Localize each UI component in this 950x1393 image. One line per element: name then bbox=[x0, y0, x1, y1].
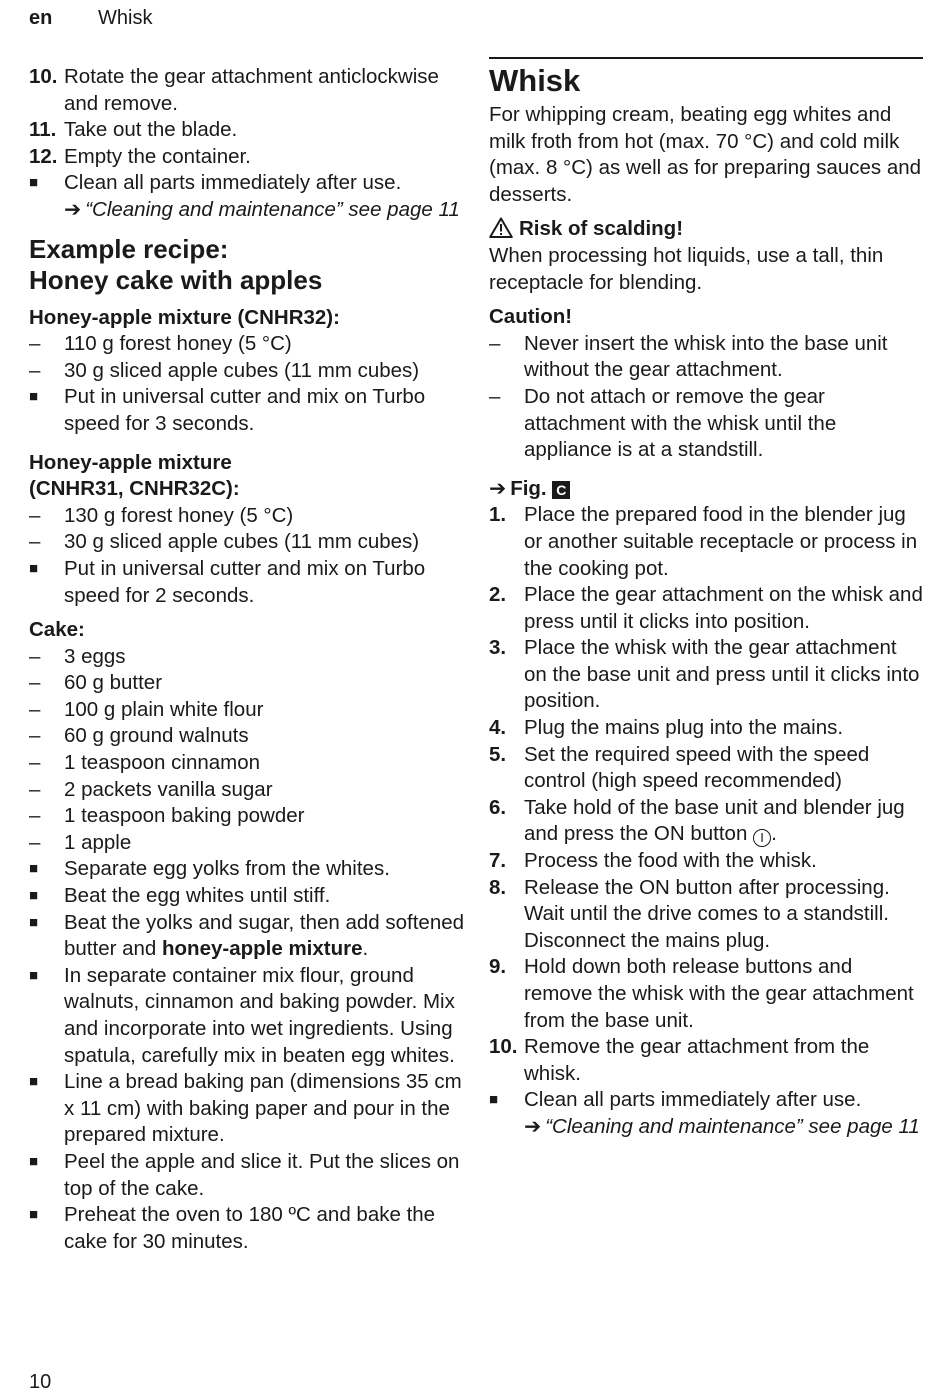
step-item: 6. Take hold of the base unit and blender jug and press the ON button I . bbox=[489, 795, 905, 846]
square-bullet-icon: ■ bbox=[29, 1152, 39, 1170]
step-item: 8. Release the ON button after processing. Wait until the drive comes to a standstill. Disconnect the mains plug. bbox=[489, 875, 890, 952]
ingredient-item: – 130 g forest honey (5 °C) bbox=[29, 503, 294, 527]
warning-triangle-icon bbox=[489, 217, 513, 238]
cross-reference[interactable]: ➔ “Cleaning and maintenance” see page 11 bbox=[524, 1115, 920, 1138]
caution-item: – Never insert the whisk into the base unit without the gear attachment. bbox=[489, 331, 888, 382]
intro-text: For whipping cream, beating egg whites and milk froth from hot (max. 70 °C) and cold milk (max. 8 °C) as well as for preparing sauces and desserts. bbox=[489, 103, 922, 206]
page-number: 10 bbox=[29, 1371, 52, 1393]
ingredient-item: – 2 packets vanilla sugar bbox=[29, 777, 273, 801]
cross-reference[interactable]: ➔ “Cleaning and maintenance” see page 11 bbox=[64, 198, 460, 221]
bullet-item: ■ Put in universal cutter and mix on Turbo speed for 2 seconds. bbox=[29, 556, 426, 607]
ingredient-item: – 3 eggs bbox=[29, 644, 126, 668]
power-button-icon: I bbox=[753, 829, 771, 847]
bullet-item: ■ Clean all parts immediately after use. ➔ “Cleaning and maintenance” see page 11 bbox=[489, 1087, 923, 1140]
bullet-item: ■ Line a bread baking pan (dimensions 35 cm x 11 cm) with baking paper and pour in the prepared mixture. bbox=[29, 1070, 462, 1147]
step-item: 10. Rotate the gear attachment anticlockwise and remove. bbox=[29, 65, 439, 115]
square-bullet-icon: ■ bbox=[29, 559, 39, 577]
square-bullet-icon: ■ bbox=[489, 1091, 499, 1109]
bullet-item: ■ Put in universal cutter and mix on Turbo speed for 3 seconds. bbox=[29, 385, 426, 435]
ingredient-item: – 100 g plain white flour bbox=[29, 697, 264, 721]
bullet-item: ■ Peel the apple and slice it. Put the slices on top of the cake. bbox=[29, 1149, 460, 1200]
ingredient-item: – 60 g butter bbox=[29, 671, 163, 695]
ingredient-item: – 110 g forest honey (5 °C) bbox=[29, 332, 292, 356]
bullet-item: ■ In separate container mix flour, ground walnuts, cinnamon and baking powder. Mix and incorporate into wet ingredients. Using spatula, carefully mix in beaten egg whites. bbox=[29, 963, 455, 1067]
figure-reference: ➔ Fig. C bbox=[489, 476, 923, 503]
step-item: 5. Set the required speed with the speed control (high speed recommended) bbox=[489, 742, 870, 793]
step-item: 2. Place the gear attachment on the whisk and press until it clicks into position. bbox=[489, 583, 923, 633]
square-bullet-icon: ■ bbox=[29, 887, 39, 905]
mixture-title: Honey-apple mixture (CNHR32): bbox=[29, 305, 340, 329]
step-item: 12. Empty the container. bbox=[29, 144, 251, 168]
square-bullet-icon: ■ bbox=[29, 966, 39, 984]
step-item: 9. Hold down both release buttons and remove the whisk with the gear attachment from the base unit. bbox=[489, 955, 914, 1032]
bullet-item: ■ Beat the yolks and sugar, then add softened butter and honey-apple mixture. bbox=[29, 910, 465, 961]
mixture-title: Honey-apple mixture (CNHR31, CNHR32C): bbox=[29, 450, 240, 501]
step-item: 1. Place the prepared food in the blender jug or another suitable receptacle or process in the cooking pot. bbox=[489, 503, 918, 580]
ingredient-item: – 30 g sliced apple cubes (11 mm cubes) bbox=[29, 358, 420, 382]
square-bullet-icon: ■ bbox=[29, 913, 39, 931]
arrow-right-icon: ➔ bbox=[489, 476, 507, 500]
bullet-item: ■ Preheat the oven to 180 ºC and bake the cake for 30 minutes. bbox=[29, 1203, 436, 1253]
ingredient-item: – 1 teaspoon cinnamon bbox=[29, 751, 261, 775]
step-item: 10. Remove the gear attachment from the whisk. bbox=[489, 1035, 870, 1085]
section-rule bbox=[489, 57, 923, 59]
figure-letter-badge: C bbox=[552, 481, 570, 499]
square-bullet-icon: ■ bbox=[29, 1206, 39, 1224]
section-title: Whisk bbox=[489, 63, 581, 98]
bullet-item: ■ Beat the egg whites until stiff. bbox=[29, 883, 469, 910]
square-bullet-icon: ■ bbox=[29, 860, 39, 878]
risk-heading: Risk of scalding! bbox=[489, 216, 923, 243]
bullet-item: ■ Clean all parts immediately after use. ➔ “Cleaning and maintenance” see page 11 bbox=[29, 170, 469, 223]
caution-heading: Caution! bbox=[489, 305, 573, 329]
page-header bbox=[29, 5, 153, 32]
section-name: Whisk bbox=[98, 7, 153, 29]
ingredient-item: – 60 g ground walnuts bbox=[29, 724, 249, 748]
step-item: 4. Plug the mains plug into the mains. bbox=[489, 716, 844, 740]
arrow-right-icon: ➔ bbox=[524, 1114, 542, 1138]
ingredient-item: – 1 apple bbox=[29, 830, 132, 854]
ingredient-item: – 30 g sliced apple cubes (11 mm cubes) bbox=[29, 530, 420, 554]
square-bullet-icon: ■ bbox=[29, 1073, 39, 1091]
language-tag: en bbox=[29, 7, 53, 29]
caution-item: – Do not attach or remove the gear attachment with the whisk until the appliance is at a standstill. bbox=[489, 384, 837, 462]
recipe-title: Example recipe: Honey cake with apples bbox=[29, 233, 323, 296]
square-bullet-icon: ■ bbox=[29, 174, 39, 192]
bullet-item: ■ Separate egg yolks from the whites. bbox=[29, 856, 469, 883]
risk-text: When processing hot liquids, use a tall, thin receptacle for blending. bbox=[489, 243, 884, 294]
step-item: 3. Place the whisk with the gear attachment on the base unit and press until it clicks into position. bbox=[489, 636, 920, 713]
left-column bbox=[29, 64, 469, 1255]
right-column bbox=[489, 64, 923, 1141]
square-bullet-icon: ■ bbox=[29, 388, 39, 406]
cake-title: Cake: bbox=[29, 618, 85, 642]
ingredient-item: – 1 teaspoon baking powder bbox=[29, 804, 305, 828]
arrow-right-icon: ➔ bbox=[64, 197, 82, 221]
step-item: 11. Take out the blade. bbox=[29, 118, 238, 142]
step-item: 7. Process the food with the whisk. bbox=[489, 849, 817, 873]
